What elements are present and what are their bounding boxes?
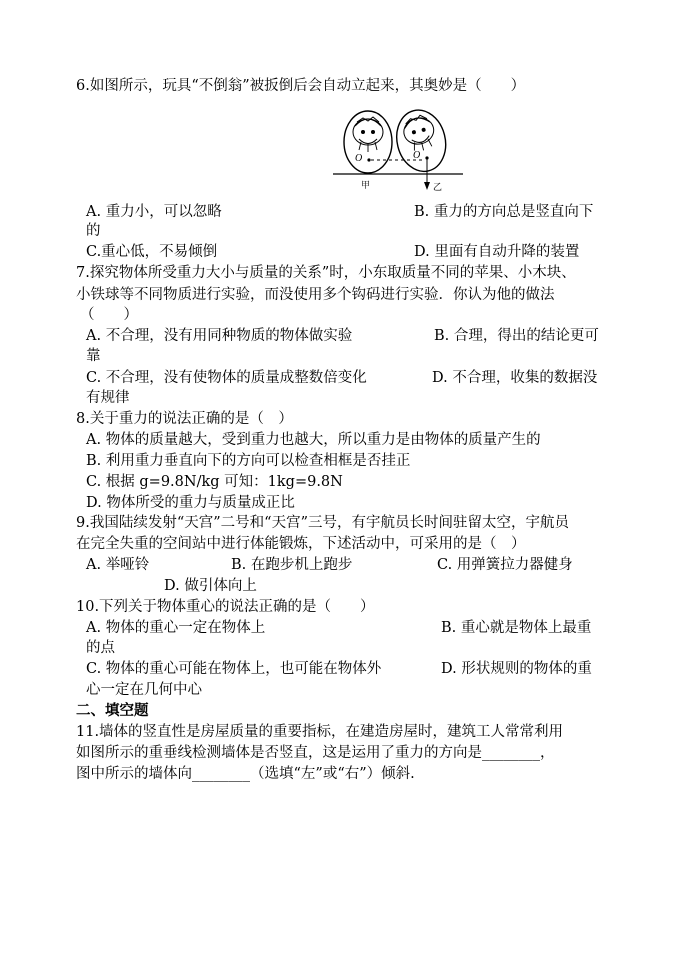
q11-line3: 图中所示的墙体向________（选填“左”或“右”）倾斜.: [76, 766, 415, 782]
q8-option-a: A. 物体的质量越大，受到重力也越大，所以重力是由物体的质量产生的: [86, 432, 541, 448]
q10-option-b: B. 重心就是物体上最重: [441, 620, 592, 636]
q10-option-d-wrap: 心一定在几何中心: [86, 682, 202, 698]
point-o-right: O: [413, 150, 421, 161]
q7-option-d-wrap: 有规律: [86, 390, 130, 406]
q9-option-b: B. 在跑步机上跑步: [231, 557, 353, 573]
q11-line1: 11.墙体的竖直性是房屋质量的重要指标，在建造房屋时，建筑工人常常利用: [76, 724, 564, 740]
center-of-gravity-left: [367, 158, 370, 161]
q6-stem: 6.如图所示，玩具“不倒翁”被扳倒后会自动立起来，其奥妙是（ ）: [76, 78, 526, 94]
tumbler-right-illustration: [390, 105, 452, 177]
q8-stem: 8.关于重力的说法正确的是（ ）: [76, 411, 293, 427]
q10-option-a: A. 物体的重心一定在物体上: [86, 620, 266, 636]
tumbler-toy-figure: [333, 104, 463, 192]
q6-option-d: D. 里面有自动升降的装置: [414, 244, 580, 260]
q9-option-a: A. 举哑铃: [86, 557, 150, 573]
q7-option-d: D. 不合理，收集的数据没: [432, 370, 598, 386]
q6-option-c: C.重心低，不易倾倒: [86, 244, 218, 260]
q9-option-c: C. 用弹簧拉力器健身: [437, 557, 573, 573]
q7-option-b-wrap: 靠: [86, 348, 101, 364]
gravity-arrow-head: [424, 182, 430, 190]
label-jia: 甲: [361, 181, 371, 191]
q10-stem: 10.下列关于物体重心的说法正确的是（ ）: [76, 599, 375, 615]
q9-stem-line2: 在完全失重的空间站中进行体能锻炼，下述活动中，可采用的是（ ）: [76, 536, 526, 552]
point-o-left: O: [355, 153, 363, 164]
q7-stem-line3: （ ）: [80, 307, 138, 323]
q6-option-b: B. 重力的方向总是竖直向下: [414, 204, 594, 220]
q7-option-c: C. 不合理，没有使物体的质量成整数倍变化: [86, 370, 367, 386]
q8-option-b: B. 利用重力垂直向下的方向可以检查相框是否挂正: [86, 453, 411, 469]
q7-option-a: A. 不合理，没有用同种物质的物体做实验: [86, 328, 353, 344]
label-yi: 乙: [433, 183, 443, 192]
q7-option-b: B. 合理，得出的结论更可: [434, 328, 599, 344]
q11-line2: 如图所示的重垂线检测墙体是否竖直，这是运用了重力的方向是________，: [76, 745, 555, 761]
q9-option-d: D. 做引体向上: [164, 578, 257, 594]
tumbler-left-illustration: [344, 111, 392, 173]
q7-stem-line1: 7.探究物体所受重力大小与质量的关系”时，小东取质量不同的苹果、小木块、: [76, 265, 576, 281]
q7-stem-line2: 小铁球等不同物质进行实验，而没使用多个钩码进行实验．你认为他的做法: [76, 287, 555, 303]
q6-option-a: A. 重力小，可以忽略: [86, 204, 222, 220]
q6-option-b-wrap: 的: [86, 223, 101, 239]
q8-option-c: C. 根据 g=9.8N/kg 可知：1kg=9.8N: [86, 474, 343, 490]
q10-option-c: C. 物体的重心可能在物体上，也可能在物体外: [86, 661, 382, 677]
q10-option-d: D. 形状规则的物体的重: [441, 661, 592, 677]
section-title-fill-in: 二、填空题: [76, 702, 149, 719]
q10-option-b-wrap: 的点: [86, 640, 115, 656]
q8-option-d: D. 物体所受的重力与质量成正比: [86, 495, 295, 511]
q9-stem-line1: 9.我国陆续发射“天宫”二号和“天宫”三号，有宇航员长时间驻留太空，宇航员: [76, 515, 569, 531]
